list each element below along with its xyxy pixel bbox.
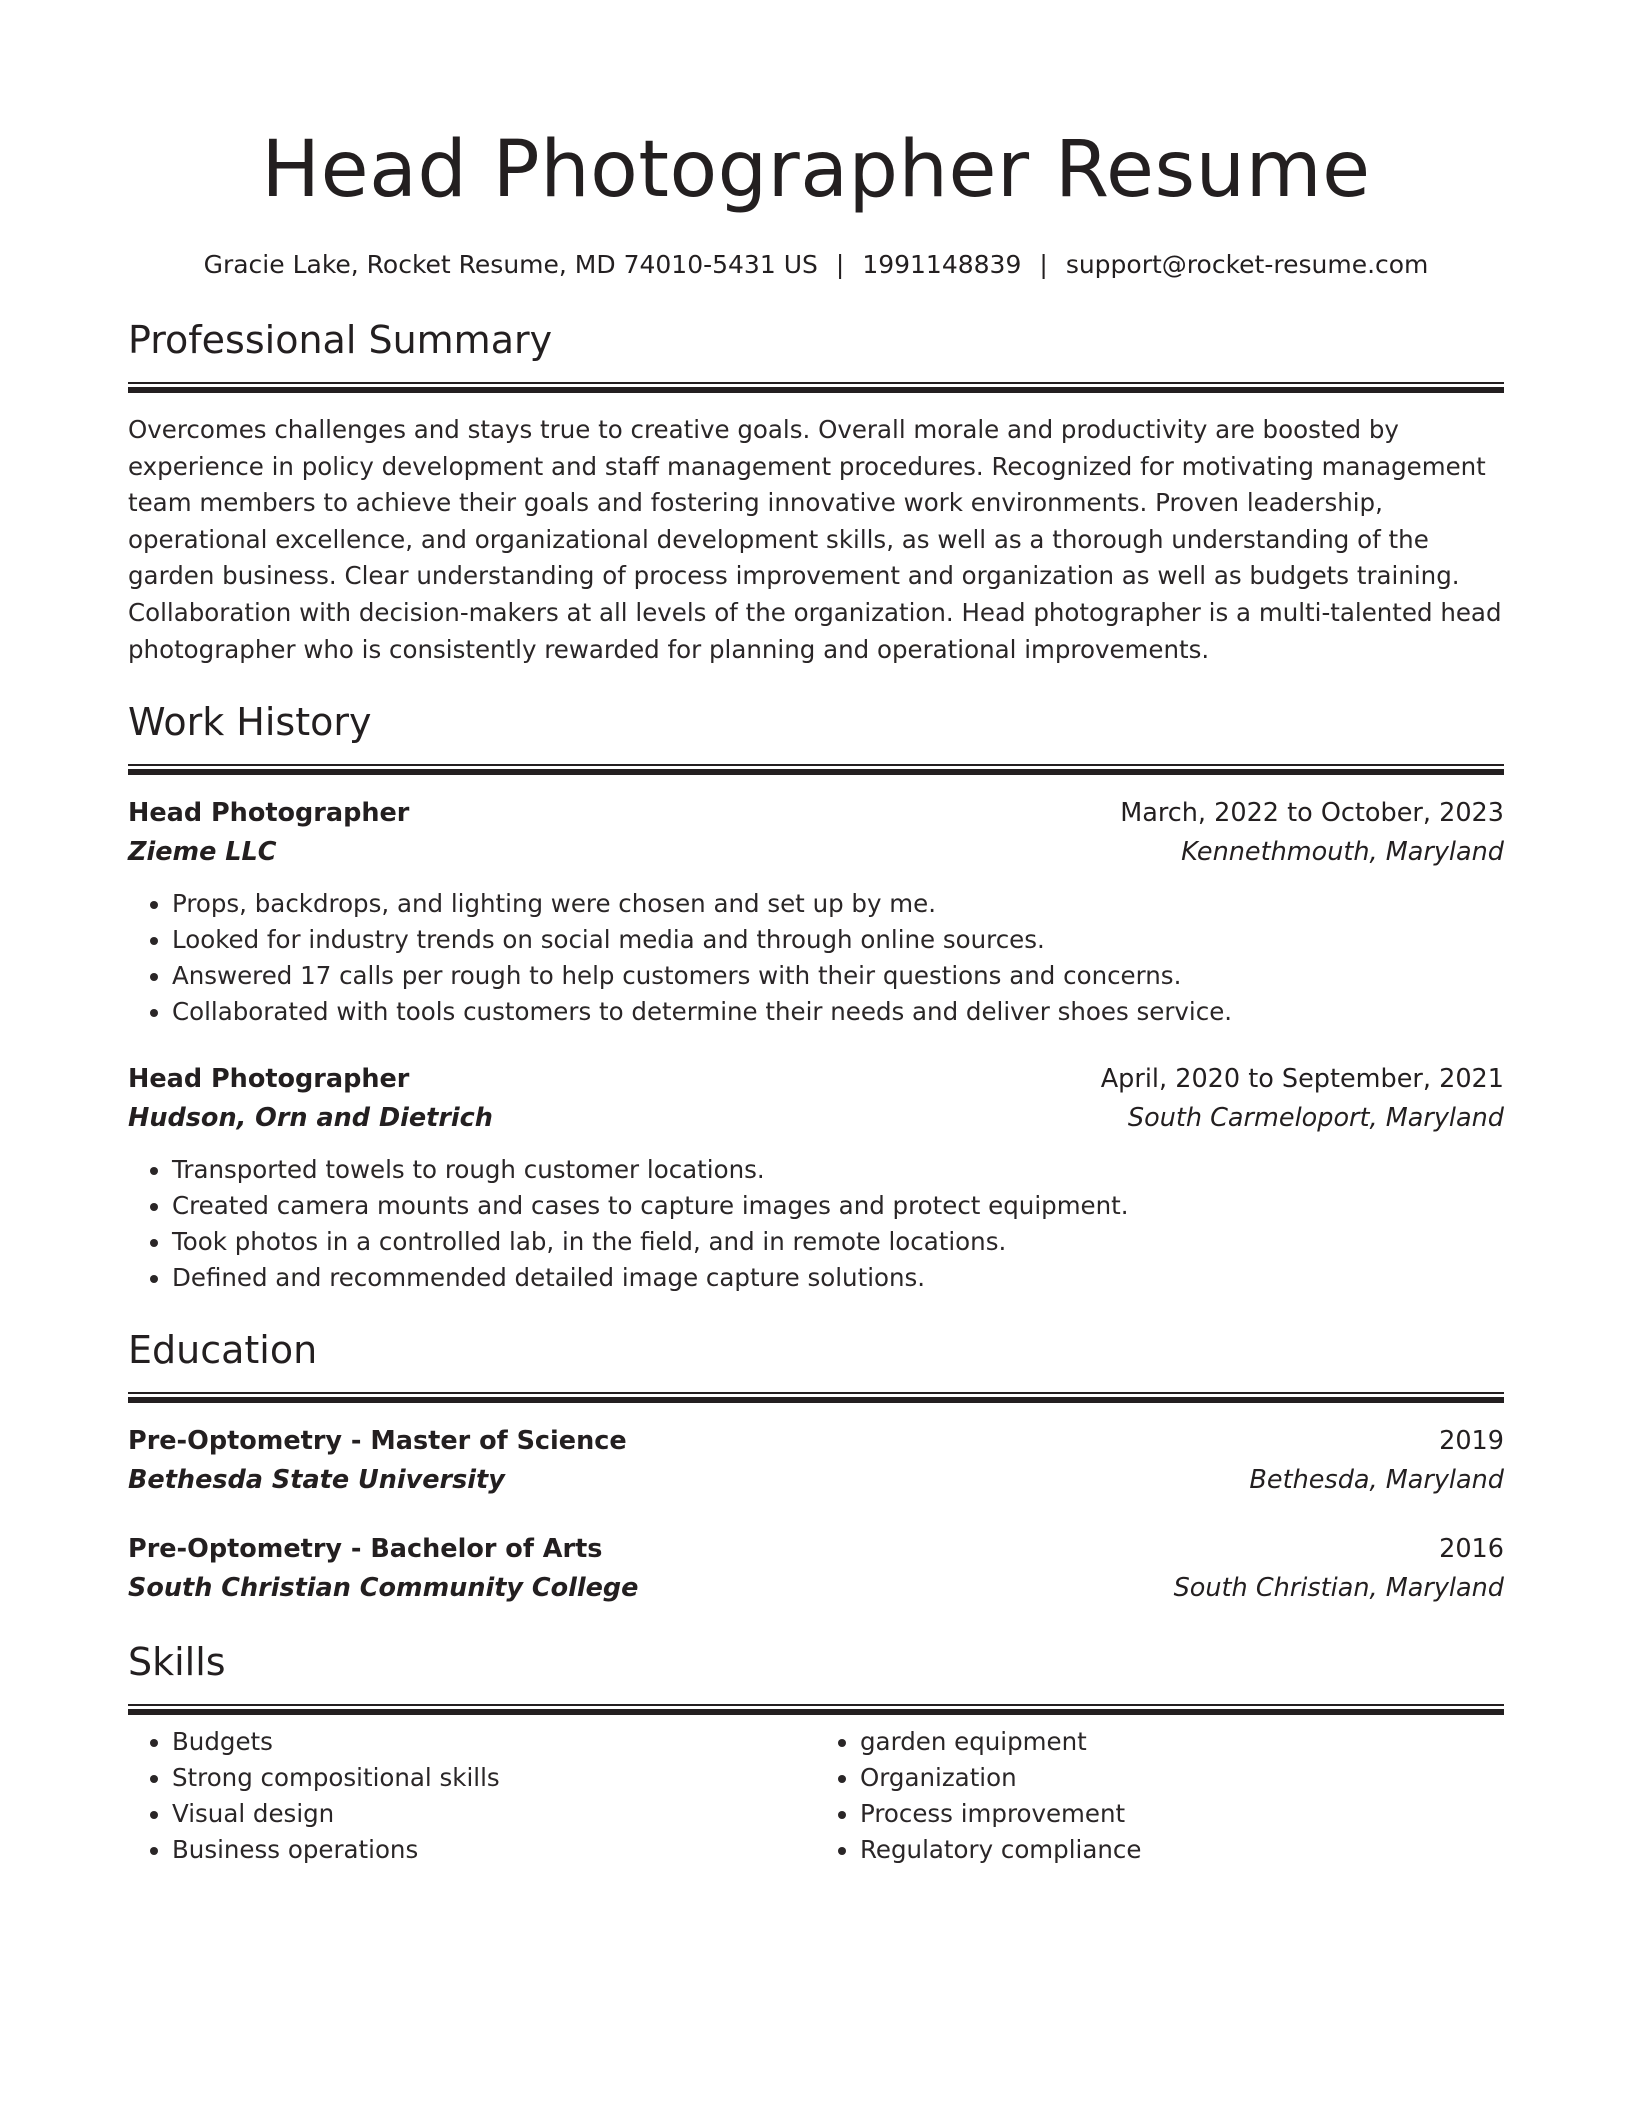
job-title: Head Photographer [128,1064,410,1095]
skill-item: • Business operations [172,1832,816,1868]
job-header [128,794,1504,832]
skill-item: • Strong compositional skills [172,1760,816,1796]
job-title: Head Photographer [128,798,410,829]
skill-item: • Budgets [172,1724,816,1760]
job-duty: • Looked for industry trends on social media and through online sources. [172,922,1504,958]
section-divider [128,1392,1504,1402]
job-duty: • Created camera mounts and cases to capture images and protect equipment. [172,1188,1504,1224]
education-school: Bethesda State University [128,1465,505,1496]
skill-item: • Process improvement [860,1796,1504,1832]
education-entry [128,1530,1504,1608]
contact-phone: 1991148839 [862,250,1022,279]
job-dates: March, 2022 to October, 2023 [1120,798,1504,829]
job-entry [128,794,1504,1030]
job-duty: • Props, backdrops, and lighting were chosen and set up by me. [172,886,1504,922]
section-heading-work-history: Work History [128,700,372,745]
contact-email: support@rocket-resume.com [1065,250,1429,279]
education-subheader [128,1460,1504,1500]
job-header [128,1060,1504,1098]
skill-item: • Regulatory compliance [860,1832,1504,1868]
education-school: South Christian Community College [128,1573,639,1604]
skill-item: • garden equipment [860,1724,1504,1760]
job-dates: April, 2020 to September, 2021 [1100,1064,1504,1095]
skills-section [128,1638,1504,1868]
job-duty: • Answered 17 calls per rough to help customers with their questions and concerns. [172,958,1504,994]
job-entry [128,1060,1504,1296]
job-company: Zieme LLC [128,837,277,868]
contact-separator: | [835,250,845,279]
section-divider [128,1704,1504,1714]
education-subheader [128,1568,1504,1608]
education-header [128,1530,1504,1568]
resume-title: Head Photographer Resume [261,125,1371,215]
job-subheader [128,832,1504,872]
skills-list-right [816,1724,1504,1868]
job-duty: • Collaborated with tools customers to determine their needs and deliver shoes service. [172,994,1504,1030]
skill-item: • Organization [860,1760,1504,1796]
section-heading-summary: Professional Summary [128,318,553,362]
summary-text: Overcomes challenges and stays true to creative goals. Overall morale and productivity are boosted by experience in policy development and staff management procedures. Recognized for motivating management team members to achieve their goals and fostering innovative work environments. Proven leadership, operational excellence, and organizational development skills, as well as a thorough understanding of the garden business. Clear understanding of process improvement and organization as well as budgets training. Collaboration with decision-makers at all levels of the organization. Head photographer is a multi-talented head photographer who is consistently rewarded for planning and operational improvements. [128,415,1502,664]
skills-columns [128,1724,1504,1868]
summary-section [128,316,1504,668]
work-history-section [128,698,1504,1296]
education-header [128,1422,1504,1460]
contact-line [128,248,1504,282]
education-year: 2016 [1439,1534,1504,1565]
skills-list-left [128,1724,816,1868]
education-degree: Pre-Optometry - Bachelor of Arts [128,1534,603,1565]
section-divider [128,382,1504,392]
section-divider [128,764,1504,774]
education-location: South Christian, Maryland [1173,1573,1504,1604]
job-subheader [128,1098,1504,1138]
section-heading-skills: Skills [128,1640,226,1685]
education-degree: Pre-Optometry - Master of Science [128,1426,627,1457]
job-duties-list [128,886,1504,1030]
education-section [128,1326,1504,1608]
education-year: 2019 [1439,1426,1504,1457]
job-location: Kennethmouth, Maryland [1181,837,1504,868]
education-location: Bethesda, Maryland [1249,1465,1504,1496]
job-duty: • Defined and recommended detailed image capture solutions. [172,1260,1504,1296]
section-heading-education: Education [128,1328,318,1373]
job-location: South Carmeloport, Maryland [1127,1103,1504,1134]
job-duties-list [128,1152,1504,1296]
job-company: Hudson, Orn and Dietrich [128,1103,493,1134]
job-duty: • Took photos in a controlled lab, in the field, and in remote locations. [172,1224,1504,1260]
education-entry [128,1422,1504,1500]
skill-item: • Visual design [172,1796,816,1832]
job-duty: • Transported towels to rough customer locations. [172,1152,1504,1188]
contact-separator: | [1039,250,1048,279]
contact-address: Gracie Lake, Rocket Resume, MD 74010-5431 US [203,250,818,279]
